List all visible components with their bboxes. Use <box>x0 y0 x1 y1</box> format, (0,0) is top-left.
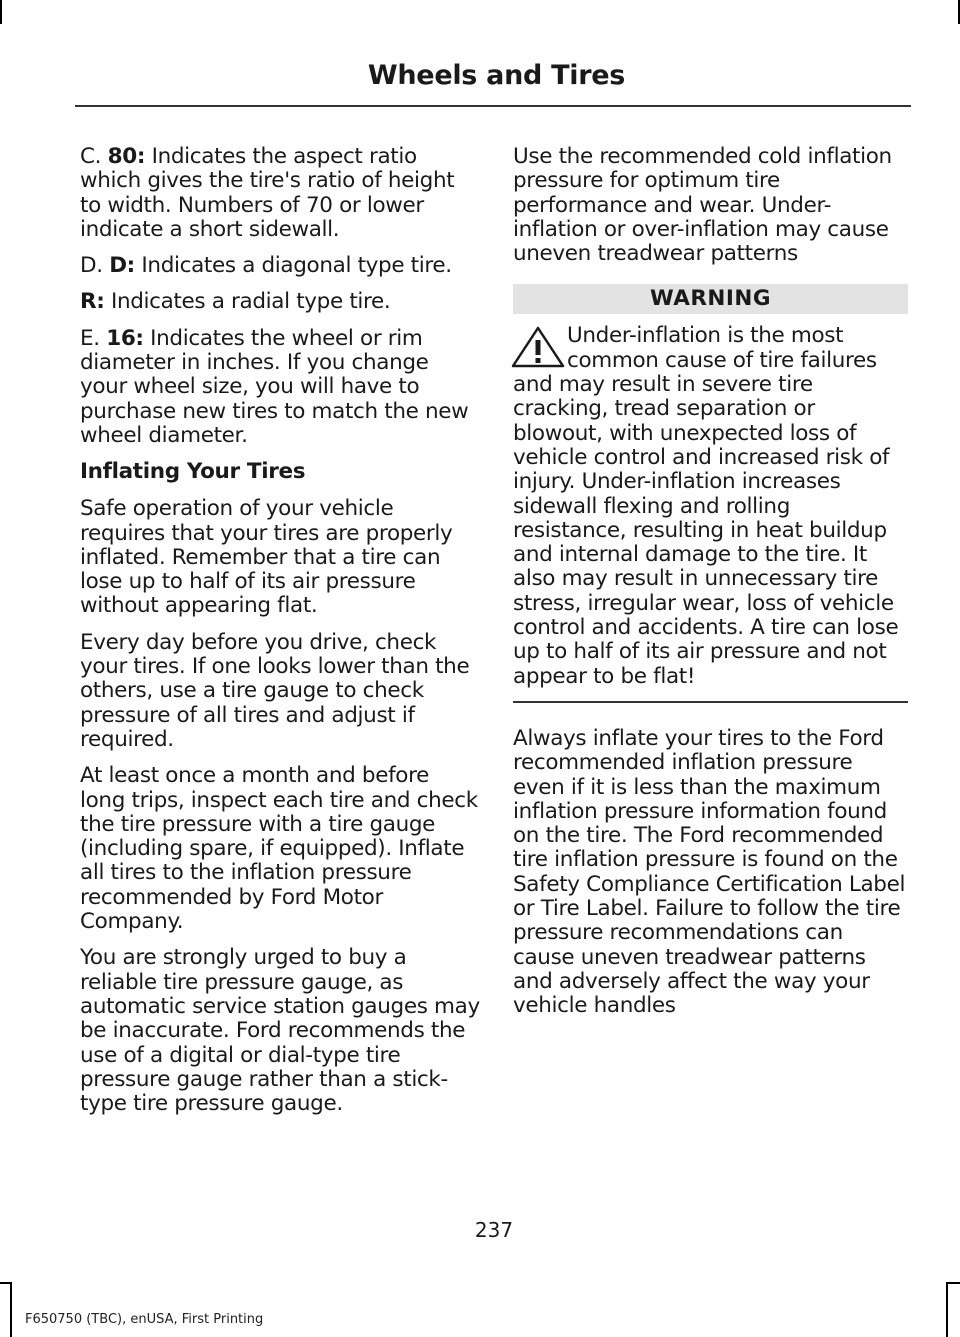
spec-d <box>80 254 480 278</box>
spec-e-code: 16: <box>106 325 144 351</box>
page-header-title: Wheels and Tires <box>367 60 625 91</box>
warning-text: Under-inflation is the most common cause of tire failures and may result in severe tire cracking, tread separation or blowout, with unexpected loss of vehicle control and increased risk of injury. Under-inflation increases sidewall flexing and rolling resistance, resulting in heat buildup and internal damage to the tire. It also may result in unnecessary tire stress, irregular wear, loss of vehicle control and accidents. A tire can lose up to half of its air pressure and not appear to be flat! <box>513 323 899 689</box>
spec-d-text: Indicates a diagonal type tire. <box>134 253 452 279</box>
paragraph: At least once a month and before long trips, inspect each tire and check the tire pressure with a tire gauge (including spare, if equipped). Inflate all tires to the inflation pressure recommended by Ford Motor Company. <box>80 763 478 935</box>
spec-r-text: Indicates a radial type tire. <box>104 289 391 315</box>
paragraph: Every day before you drive, check your tires. If one looks lower than the others, use a tire gauge to check pressure of all tires and adjust if required. <box>80 629 470 752</box>
crop-mark-top-left <box>0 0 2 24</box>
spec-d-prefix: D. <box>80 253 110 279</box>
spec-r <box>80 290 480 314</box>
crop-mark-bottom-right <box>946 1282 948 1337</box>
warning-divider <box>513 701 908 703</box>
spec-d-code: D: <box>109 253 135 279</box>
spec-c-prefix: C. <box>80 144 108 169</box>
spec-c-text: Indicates the aspect ratio which gives the tire's ratio of height to width. Numbers of 70 or lower indicate a short sidewall. <box>80 144 455 242</box>
spec-e <box>80 327 480 448</box>
warning-body <box>513 324 908 688</box>
section-heading: Inflating Your Tires <box>80 459 306 485</box>
closing-paragraph: Always inflate your tires to the Ford recommended inflation pressure even if it is less than the maximum inflation pressure information found on the tire. The Ford recommended tire inflation pressure is found on the Safety Compliance Certification Label or Tire Label. Failure to follow the tire pressure recommendations can cause uneven treadwear patterns and adversely affect the way your vehicle handles <box>513 725 906 1019</box>
spec-r-code: R: <box>80 289 105 315</box>
header-divider <box>75 105 911 107</box>
warning-header: WARNING <box>513 284 908 314</box>
spec-e-text: Indicates the wheel or rim diameter in inches. If you change your wheel size, you will have to purchase new tires to match the new wheel diameter. <box>80 325 469 448</box>
spec-c <box>80 145 480 242</box>
crop-mark-bottom-left <box>10 1282 12 1337</box>
crop-mark-bottom-right-h <box>946 1282 960 1284</box>
paragraph: You are strongly urged to buy a reliable tire pressure gauge, as automatic service station gauges may be inaccurate. Ford recommends the use of a digital or dial-type tire pressure gauge rather than a stick-type tire pressure gauge. <box>80 945 480 1117</box>
page-number: 237 <box>474 1218 514 1242</box>
spec-c-code: 80: <box>107 144 146 169</box>
warning-triangle-icon <box>511 326 567 370</box>
spec-e-prefix: E. <box>80 325 107 351</box>
left-column <box>80 145 480 1128</box>
right-column <box>513 145 908 1031</box>
intro-paragraph: Use the recommended cold inflation pressure for optimum tire performance and wear. Under-inflation or over-inflation may cause uneven treadwear patterns <box>513 144 892 267</box>
crop-mark-bottom-left-h <box>0 1282 12 1284</box>
paragraph: Safe operation of your vehicle requires that your tires are properly inflated. Remember that a tire can lose up to half of its air pressure without appearing flat. <box>80 496 453 619</box>
footer-text: F650750 (TBC), enUSA, First Printing <box>25 1312 264 1327</box>
